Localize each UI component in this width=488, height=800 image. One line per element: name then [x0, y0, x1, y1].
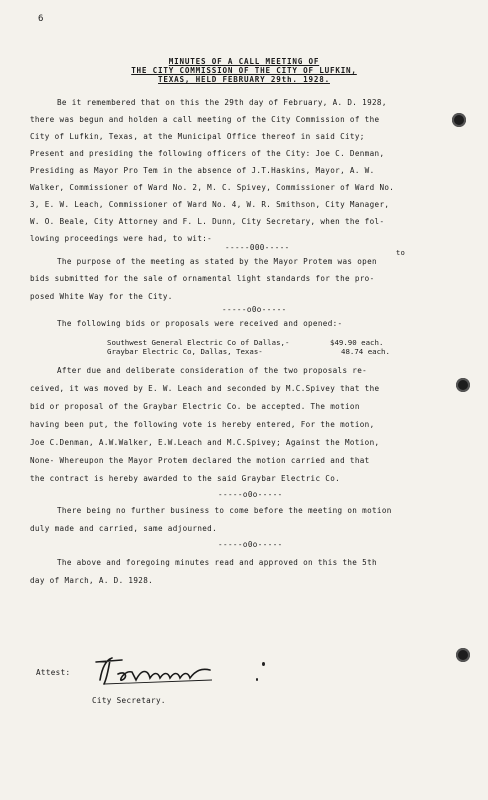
paragraph4-line: ceived, it was moved by E. W. Leach and seconded by M.C.Spivey that the: [30, 384, 380, 393]
paragraph3-line: The following bids or proposals were received and opened:-: [57, 319, 343, 328]
signer-title: City Secretary.: [92, 696, 166, 705]
paragraph4-line: Joe C.Denman, A.W.Walker, E.W.Leach and M.C.Spivey; Against the Motion,: [30, 438, 380, 447]
punch-hole-top: [452, 113, 466, 127]
paragraph6-line: The above and foregoing minutes read and approved on this the 5th: [57, 558, 377, 567]
handwritten-signature: [92, 650, 242, 690]
heading-line-1: MINUTES OF A CALL MEETING OF: [168, 57, 320, 66]
page-mark: 6: [38, 14, 44, 24]
separator: -----o0o-----: [222, 305, 287, 314]
bid-name: Southwest General Electric Co of Dallas,-: [107, 338, 290, 347]
paragraph2-line: posed White Way for the City.: [30, 292, 173, 301]
paragraph1-line: W. O. Beale, City Attorney and F. L. Dunn, City Secretary, when the fol-: [30, 217, 385, 226]
punch-hole-bottom: [456, 648, 470, 662]
paragraph4-line: bid or proposal of the Graybar Electric Co. be accepted. The motion: [30, 402, 360, 411]
ink-speck: [256, 678, 258, 681]
separator: -----000-----: [225, 243, 290, 252]
paragraph6-line: day of March, A. D. 1928.: [30, 576, 154, 585]
paragraph4-line: the contract is hereby awarded to the said Graybar Electric Co.: [30, 474, 341, 483]
separator: -----o0o-----: [218, 540, 283, 549]
heading-line-2: THE CITY COMMISSION OF THE CITY OF LUFKIN,: [131, 66, 357, 75]
bid-name: Graybar Electric Co, Dallas, Texas-: [107, 347, 263, 356]
paragraph2-line: bids submitted for the sale of ornamental light standards for the pro-: [30, 274, 375, 283]
paragraph5-line: duly made and carried, same adjourned.: [30, 524, 218, 533]
paragraph4-line: After due and deliberate consideration of the two proposals re-: [57, 366, 368, 375]
heading-line-3: TEXAS, HELD FEBRUARY 29th. 1928.: [158, 75, 330, 84]
punch-hole-middle: [456, 378, 470, 392]
paragraph1-line: Be it remembered that on this the 29th day of February, A. D. 1928,: [57, 98, 387, 107]
paragraph4-line: None- Whereupon the Mayor Protem declared the motion carried and that: [30, 456, 370, 465]
paragraph1-line: Presiding as Mayor Pro Tem in the absence of J.T.Haskins, Mayor, A. W.: [30, 166, 375, 175]
paragraph1-line: City of Lufkin, Texas, at the Municipal Office thereof in said City;: [30, 132, 365, 141]
attest-label: Attest:: [36, 668, 71, 677]
bid-amount: 48.74 each.: [341, 347, 390, 356]
paragraph5-line: There being no further business to come before the meeting on motion: [57, 506, 392, 515]
ink-speck: [262, 662, 265, 666]
paragraph1-line: Present and presiding the following officers of the City: Joe C. Denman,: [30, 149, 385, 158]
paragraph1-line: lowing proceedings were had, to wit:-: [30, 234, 213, 243]
paragraph2-line: The purpose of the meeting as stated by the Mayor Protem was open: [57, 257, 377, 266]
paragraph1-line: there was begun and holden a call meeting of the City Commission of the: [30, 115, 380, 124]
bid-amount: $49.90 each.: [330, 338, 384, 347]
separator: -----o0o-----: [218, 490, 283, 499]
paragraph2-insert: to: [396, 249, 406, 257]
paragraph1-line: 3, E. W. Leach, Commissioner of Ward No. 4, W. R. Smithson, City Manager,: [30, 200, 390, 209]
paragraph1-line: Walker, Commissioner of Ward No. 2, M. C. Spivey, Commissioner of Ward No.: [30, 183, 395, 192]
paragraph4-line: having been put, the following vote is hereby entered, For the motion,: [30, 420, 375, 429]
